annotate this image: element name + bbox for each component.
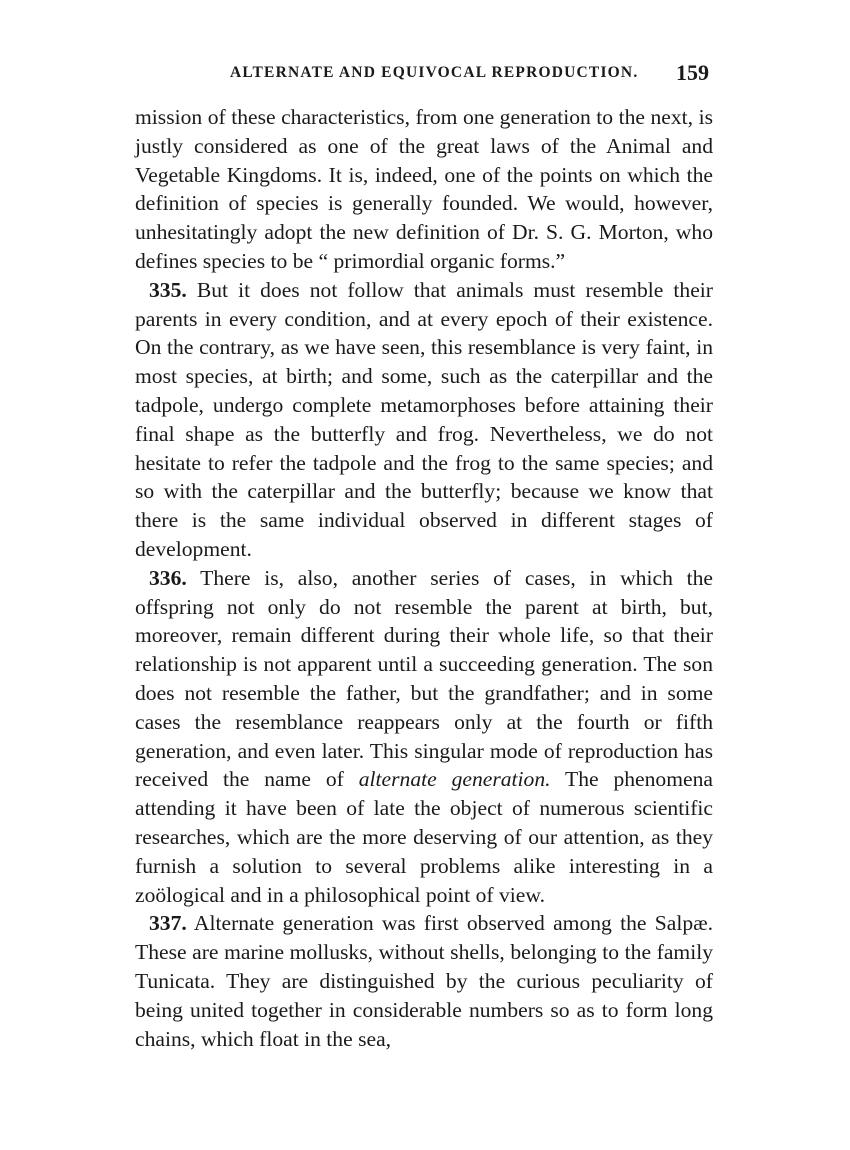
running-title: ALTERNATE AND EQUIVOCAL REPRODUCTION. [230,64,639,81]
paragraph-336 [135,564,713,910]
paragraph-continuation [135,103,713,276]
paragraph-text: The phenomena attending it have been of late the object of numerous scientific researches, which are the more deserving of our attention, as they furnish a solution to several problems alike interesting in a zoölogical and in a philosophical point of view. [135,767,713,907]
paragraph-337 [135,909,713,1053]
paragraph-number: 335. [149,277,187,302]
paragraph-text: There is, also, another series of cases, in which the offspring not only do not resemble the parent at birth, but, moreover, remain different during their whole life, so that their relationship is not apparent until a succeeding generation. The son does not resemble the father, but the grandfather; and in some cases the resemblance reappears only at the fourth or fifth generation, and even later. This singular mode of reproduction has received the name of [135,565,713,792]
running-header [135,60,713,90]
paragraph-335 [135,276,713,564]
paragraph-text: But it does not follow that animals must resemble their parents in every condition, and at every epoch of their existence. On the contrary, as we have seen, this resemblance is very faint, in most species, at birth; and some, such as the caterpillar and the tadpole, undergo complete metamorphoses before attaining their final shape as the butterfly and frog. Nevertheless, we do not hesitate to refer the tadpole and the frog to the same species; and so with the caterpillar and the butterfly; because we know that there is the same individual observed in different stages of development. [135,277,713,561]
paragraph-text: mission of these characteristics, from one generation to the next, is justly considered as one of the great laws of the Animal and Vegetable Kingdoms. It is, indeed, one of the points on which the definition of species is generally founded. We would, however, unhesitatingly adopt the new definition of Dr. S. G. Morton, who defines species to be “ primordial organic forms.” [135,105,713,273]
paragraph-number: 337. [149,911,187,936]
paragraph-text: Alternate generation was first observed among the Salpæ. These are marine mollusks, without shells, belonging to the family Tunicata. They are distinguished by the curious peculiarity of being united together in considerable numbers so as to form long chains, which float in the sea, [135,911,713,1051]
body-text [135,103,713,1053]
emphasized-term: alternate generation. [358,767,551,792]
page-number: 159 [676,60,709,85]
paragraph-number: 336. [149,565,187,590]
